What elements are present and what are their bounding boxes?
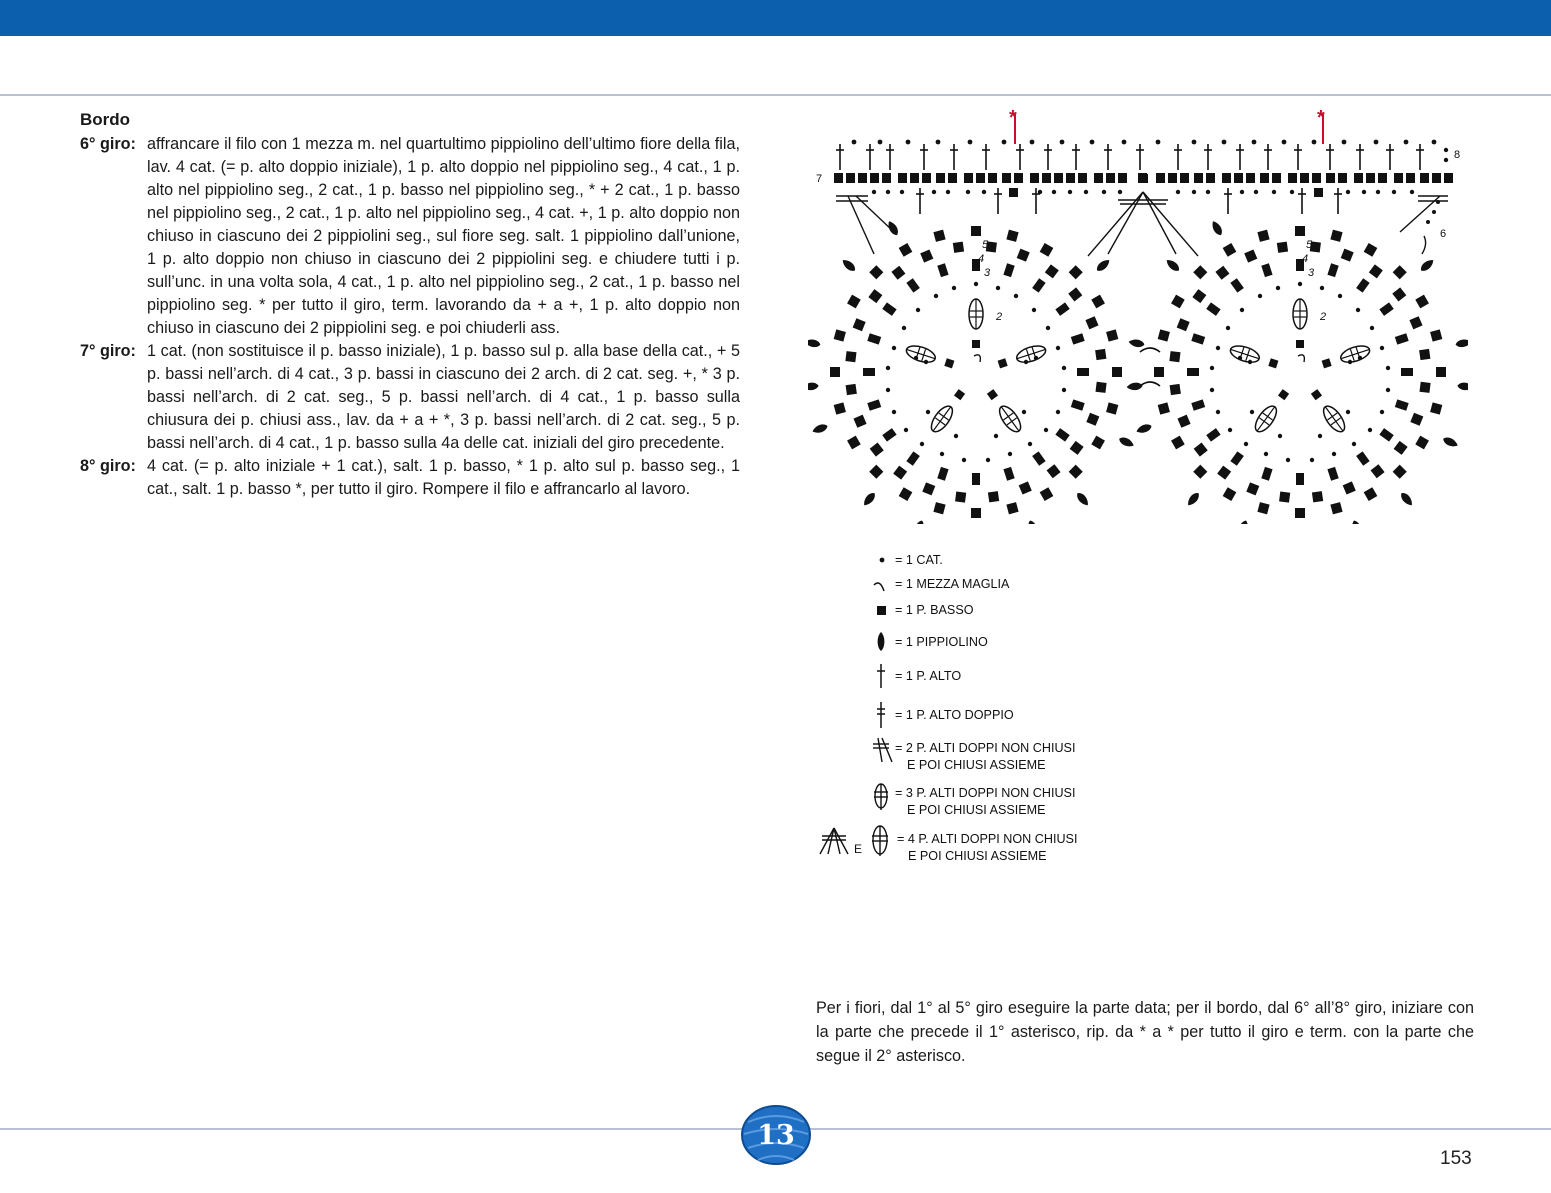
round-label-3: 3 [984, 267, 991, 279]
note-paragraph: Per i fiori, dal 1° al 5° giro eseguire la parte data; per il bordo, dal 6° all’8° giro, iniziare con la parte che precede il 1° asterisco, rip. da * a * per tutto il giro e term. con la parte che segue il 2° asterisco. [816, 999, 1474, 1065]
picot-icon [878, 632, 885, 651]
legend-label: = 1 P. ALTO [895, 669, 962, 683]
crochet-chart [808, 104, 1468, 524]
round-label: 6° giro: [80, 135, 136, 153]
motif-left [808, 219, 1135, 524]
three-dtr-cluster-icon [874, 784, 888, 810]
badge-number: 13 [757, 1119, 795, 1151]
round-label-5: 5 [982, 239, 989, 251]
round-label-3: 3 [1308, 267, 1315, 279]
legend-label-sub: E POI CHIUSI ASSIEME [908, 849, 1047, 863]
header-rule [0, 94, 1551, 96]
slip-stitch-icon [874, 583, 884, 591]
legend-joiner: E [854, 842, 863, 856]
legend-label: = 2 P. ALTI DOPPI NON CHIUSI [895, 741, 1076, 755]
chain-dot-icon [880, 558, 885, 563]
legend-label: = 1 P. ALTO DOPPIO [895, 708, 1014, 722]
round-6 [80, 133, 740, 340]
round-text: 4 cat. (= p. alto iniziale + 1 cat.), salt. 1 p. basso, * 1 p. alto sul p. basso seg., 1 cat., salt. 1 p. basso *, per tutto il giro. Rompere il filo e affrancarlo al lavoro. [147, 457, 740, 498]
legend-label: = 1 PIPPIOLINO [895, 635, 988, 649]
row-label-7: 7 [816, 173, 823, 185]
double-treble-icon [877, 702, 885, 728]
asterisk-2: * [1317, 107, 1325, 129]
legend-label: = 1 MEZZA MAGLIA [895, 577, 1010, 591]
two-dtr-cluster-icon [873, 738, 892, 762]
round-7 [80, 340, 740, 455]
row-label-6: 6 [1440, 228, 1447, 240]
row-label-8: 8 [1454, 149, 1461, 161]
legend-label: = 1 P. BASSO [895, 603, 974, 617]
treble-icon [877, 664, 885, 688]
legend-label: = 1 CAT. [895, 553, 943, 567]
legend-label-sub: E POI CHIUSI ASSIEME [907, 803, 1046, 817]
yarn-ball-badge [738, 1100, 814, 1168]
round-label-4: 4 [1302, 253, 1309, 265]
round-label-5: 5 [1306, 239, 1313, 251]
asterisk-1: * [1009, 107, 1017, 129]
legend-label: = 3 P. ALTI DOPPI NON CHIUSI [895, 786, 1076, 800]
section-title: Bordo [80, 110, 131, 129]
round-text: 1 cat. (non sostituisce il p. basso iniziale), 1 p. basso sul p. alla base della cat., + 5 p. bassi nell’arch. di 4 cat., 3 p. bassi in ciascuno dei 2 arch. di 2 cat. seg. +, * 3 p. bassi nell’arch. di 2 cat. seg., 5 p. bassi nell’arch. di 4 cat., 1 p. basso sulla chiusura dei p. chiusi ass., lav. da + a + *, 3 p. bassi nell’arch. di 2 cat. seg., 5 p. bassi nell’arch. di 4 cat., 1 p. basso sulla 4a delle cat. iniziali del giro precedente. [147, 342, 740, 452]
round-8 [80, 455, 740, 501]
round-label-2: 2 [1320, 311, 1327, 323]
row-6 [836, 174, 1448, 256]
single-crochet-icon [877, 606, 886, 615]
round-label-2: 2 [996, 311, 1003, 323]
legend-label-sub: E POI CHIUSI ASSIEME [907, 758, 1046, 772]
round-label-4: 4 [978, 253, 985, 265]
round-text: affrancare il filo con 1 mezza m. nel quartultimo pippiolino dell’ultimo fiore della fila, lav. 4 cat. (= p. alto doppio iniziale), 1 p. alto doppio nel pippiolino seg., 4 cat., 1 p. alto nel pippiolino seg., 2 cat., 1 p. basso nel pippiolino seg., * + 2 cat., 1 p. basso nel pippiolino seg., 2 cat., 1 p. alto nel pippiolino seg., 4 cat. +, 1 p. alto doppio non chiuso in ciascuno dei 2 pippiolini seg., sul fiore seg. salt. 1 pippiolino dall’unione, 1 p. alto doppio non chiuso in ciascuno dei 2 pippiolini seg. e chiudere tutti i p. sull’unc. in una volta sola, 4 cat., 1 p. alto nel pippiolino seg., 2 cat., 1 p. basso nel pippiolino seg. * per tutto il giro, term. lavorando da + a +, 1 p. alto doppio non chiuso in ciascuno dei 2 pippiolini seg. e poi chiuderli ass. [147, 135, 740, 337]
motif-right [1126, 219, 1468, 524]
legend-label: = 4 P. ALTI DOPPI NON CHIUSI [897, 832, 1078, 846]
row-8 [836, 140, 1448, 170]
header-band [0, 0, 1551, 36]
page-number: 153 [1440, 1148, 1472, 1169]
instructions-column [80, 108, 740, 501]
round-label: 7° giro: [80, 342, 136, 360]
round-label: 8° giro: [80, 457, 136, 475]
